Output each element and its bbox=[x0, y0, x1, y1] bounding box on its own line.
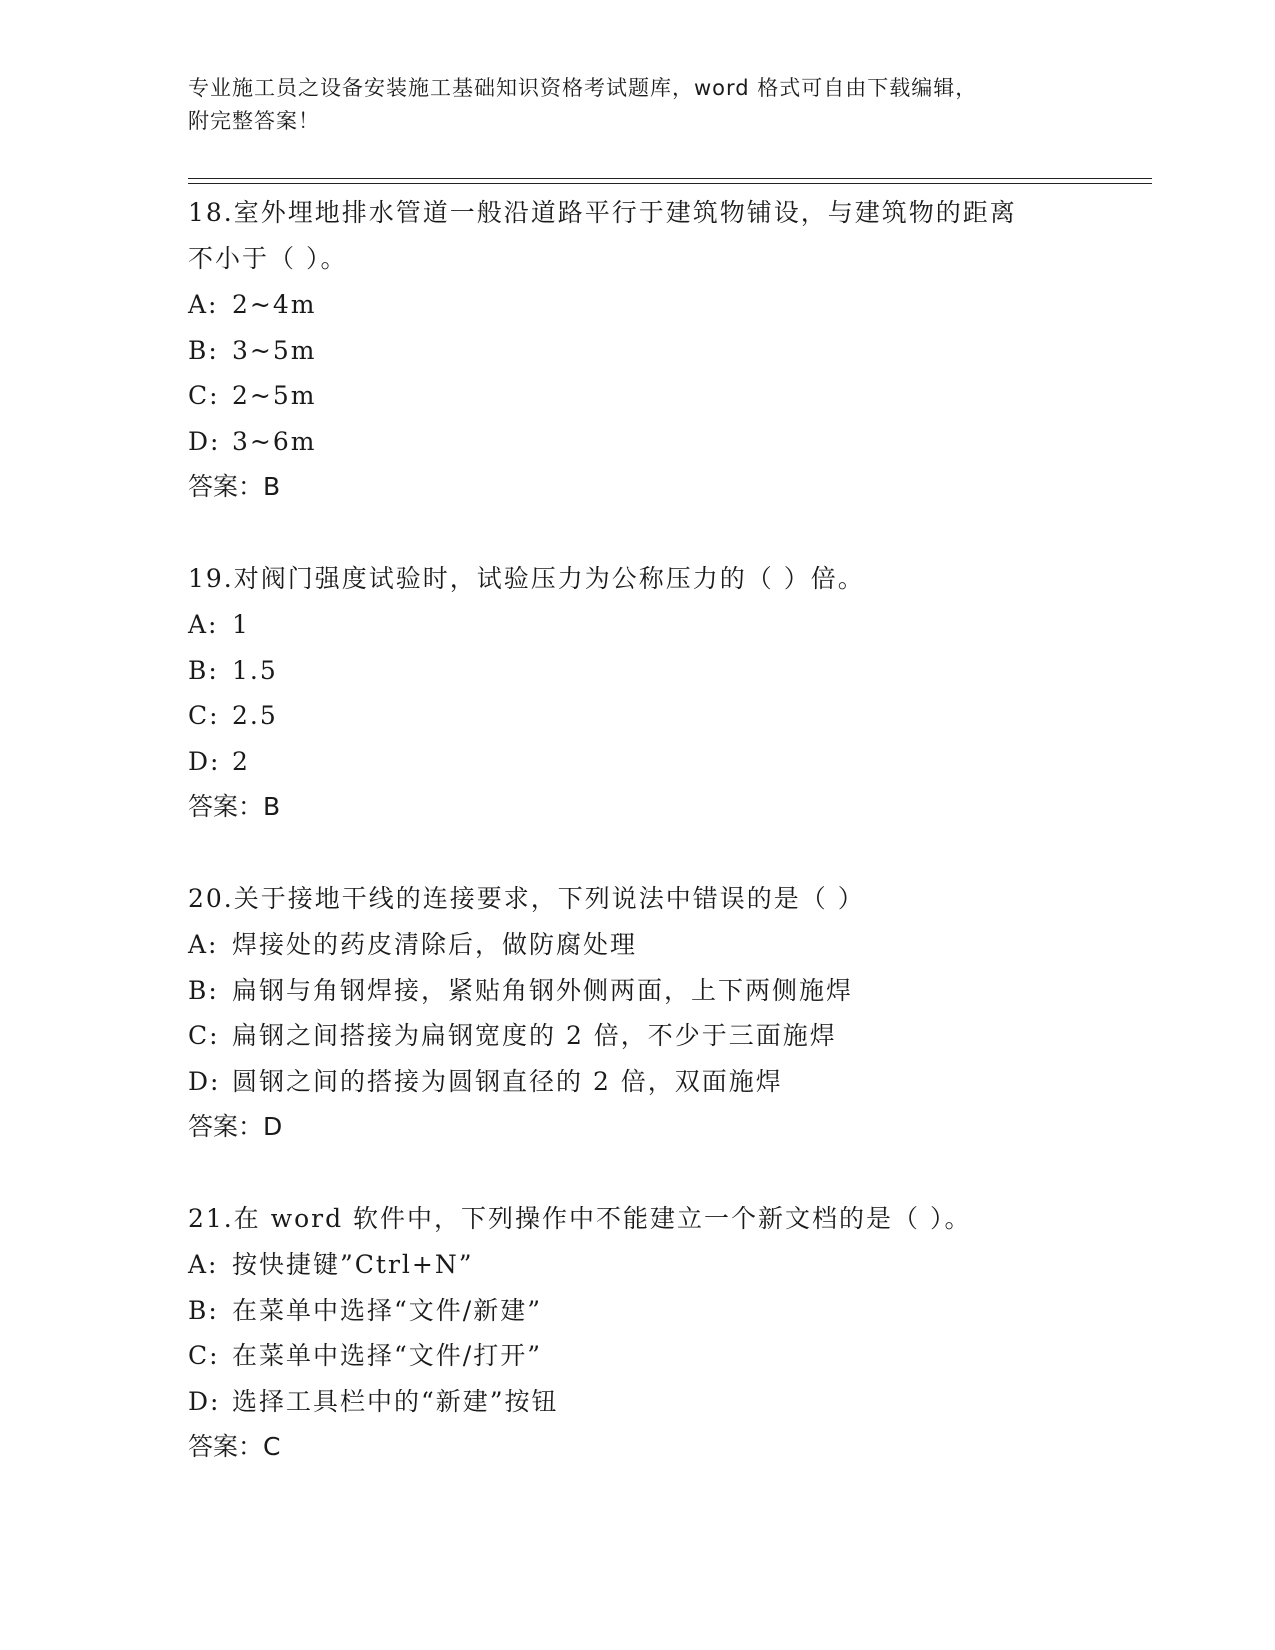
option-letter: A: bbox=[188, 290, 219, 319]
option-text: 2 bbox=[232, 746, 250, 776]
option-c bbox=[188, 1013, 1148, 1059]
option-text: 在菜单中选择“文件/打开” bbox=[232, 1341, 542, 1370]
question-list bbox=[188, 190, 1148, 1516]
answer-label: 答案：B bbox=[188, 472, 281, 501]
option-b bbox=[188, 648, 1148, 694]
option-c bbox=[188, 693, 1148, 739]
option-text: 2~4m bbox=[232, 290, 317, 319]
option-text: 1.5 bbox=[232, 655, 278, 685]
option-letter: B: bbox=[188, 975, 219, 1005]
option-d bbox=[188, 1059, 1148, 1105]
header-divider-bottom bbox=[188, 183, 1152, 184]
option-text: 2.5 bbox=[232, 701, 278, 730]
option-letter: C: bbox=[188, 1341, 220, 1370]
answer-label: 答案：B bbox=[188, 792, 281, 821]
option-letter: B: bbox=[188, 655, 219, 685]
option-d bbox=[188, 1379, 1148, 1425]
option-text: 扁钢之间搭接为扁钢宽度的 2 倍，不少于三面施焊 bbox=[232, 1021, 837, 1050]
option-b bbox=[188, 968, 1148, 1014]
option-c bbox=[188, 373, 1148, 419]
question-19 bbox=[188, 556, 1148, 830]
option-letter: B: bbox=[188, 335, 219, 365]
option-letter: C: bbox=[188, 1021, 220, 1050]
option-letter: A: bbox=[188, 610, 219, 639]
option-letter: D: bbox=[188, 1066, 221, 1096]
option-letter: A: bbox=[188, 1250, 219, 1279]
option-letter: D: bbox=[188, 1386, 221, 1416]
option-a bbox=[188, 922, 1148, 968]
option-letter: B: bbox=[188, 1295, 219, 1325]
option-text: 按快捷键”Ctrl+N” bbox=[232, 1250, 474, 1279]
option-text: 3~6m bbox=[232, 426, 317, 456]
option-text: 选择工具栏中的“新建”按钮 bbox=[232, 1386, 559, 1416]
option-a bbox=[188, 602, 1148, 648]
option-d bbox=[188, 739, 1148, 785]
header-line-2: 附完整答案！ bbox=[188, 109, 320, 133]
option-c bbox=[188, 1333, 1148, 1379]
option-b bbox=[188, 328, 1148, 374]
option-letter: D: bbox=[188, 426, 221, 456]
option-letter: D: bbox=[188, 746, 221, 776]
question-21 bbox=[188, 1196, 1148, 1470]
answer-label: 答案：C bbox=[188, 1432, 281, 1461]
question-stem: 18.室外埋地排水管道一般沿道路平行于建筑物铺设，与建筑物的距离 bbox=[188, 198, 1017, 227]
question-stem: 不小于（ ）。 bbox=[188, 244, 348, 273]
answer-label: 答案：D bbox=[188, 1112, 283, 1141]
option-text: 圆钢之间的搭接为圆钢直径的 2 倍，双面施焊 bbox=[232, 1066, 783, 1096]
document-header bbox=[188, 72, 1088, 138]
option-text: 1 bbox=[232, 610, 250, 639]
option-letter: C: bbox=[188, 701, 220, 730]
option-a bbox=[188, 1242, 1148, 1288]
option-text: 在菜单中选择“文件/新建” bbox=[232, 1295, 542, 1325]
question-stem: 21.在 word 软件中，下列操作中不能建立一个新文档的是（ ）。 bbox=[188, 1204, 972, 1233]
question-18 bbox=[188, 190, 1148, 510]
option-text: 3~5m bbox=[232, 335, 317, 365]
option-letter: A: bbox=[188, 930, 219, 959]
option-d bbox=[188, 419, 1148, 465]
header-divider-top bbox=[188, 178, 1152, 179]
question-stem: 19.对阀门强度试验时，试验压力为公称压力的（ ）倍。 bbox=[188, 564, 865, 593]
option-text: 扁钢与角钢焊接，紧贴角钢外侧两面，上下两侧施焊 bbox=[232, 975, 854, 1005]
question-20 bbox=[188, 876, 1148, 1150]
option-a bbox=[188, 282, 1148, 328]
question-stem: 20.关于接地干线的连接要求，下列说法中错误的是（ ） bbox=[188, 884, 865, 913]
option-text: 2~5m bbox=[232, 381, 317, 410]
option-b bbox=[188, 1288, 1148, 1334]
option-text: 焊接处的药皮清除后，做防腐处理 bbox=[232, 930, 638, 959]
option-letter: C: bbox=[188, 381, 220, 410]
header-line-1: 专业施工员之设备安装施工基础知识资格考试题库，word 格式可自由下载编辑， bbox=[188, 76, 978, 100]
